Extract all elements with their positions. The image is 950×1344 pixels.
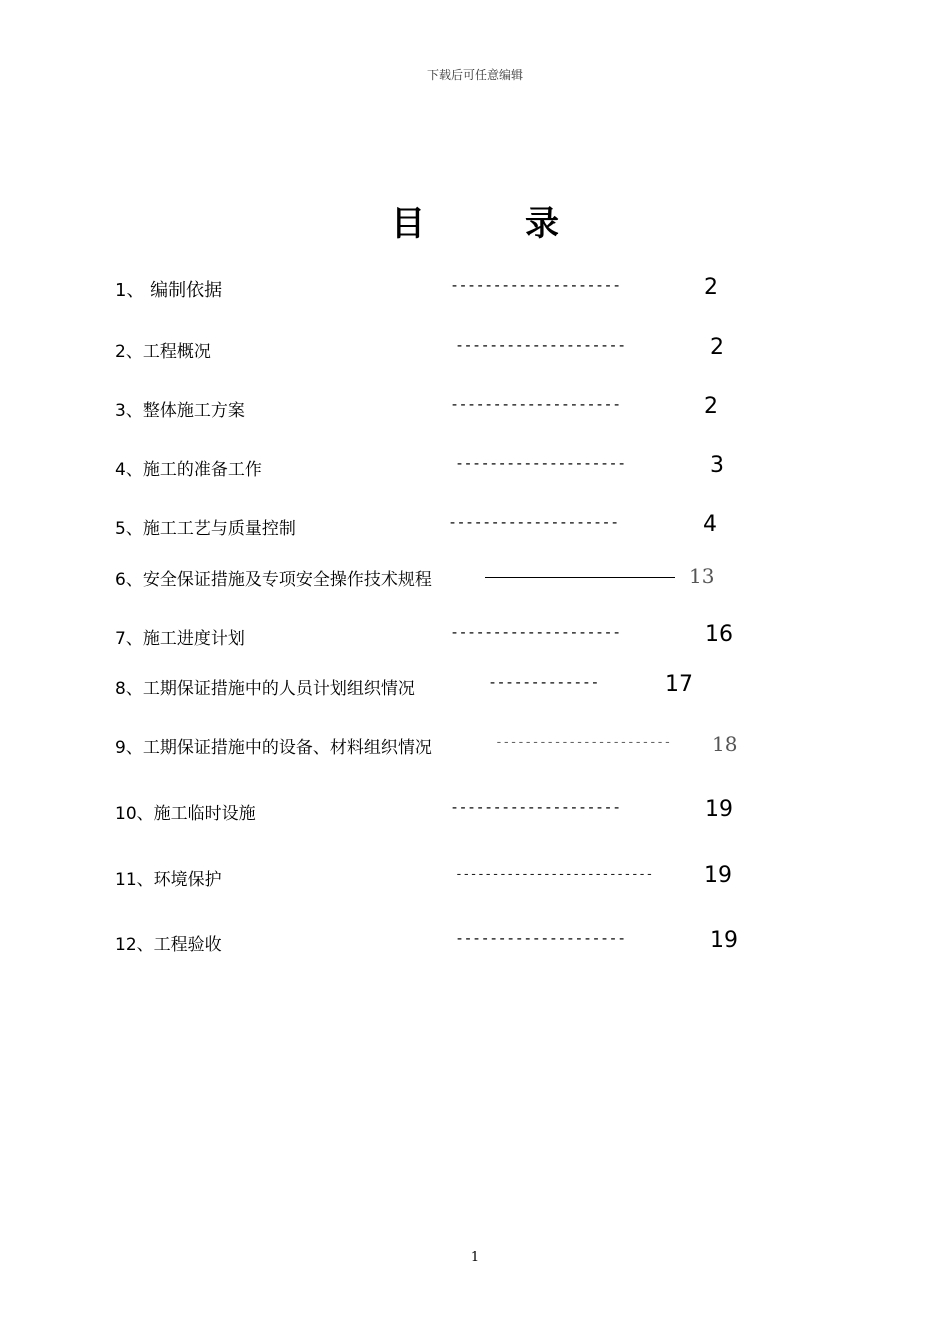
toc-entry-label: 1、 编制依据: [115, 280, 223, 301]
toc-entry-page: 16: [705, 622, 733, 647]
toc-entry-page: 13: [689, 564, 715, 588]
toc-entry-leader: --------------------: [455, 454, 626, 472]
toc-entry-leader: --------------------: [448, 513, 619, 531]
toc-entry-5[interactable]: [115, 509, 755, 539]
toc-entry-page: 19: [710, 928, 738, 953]
toc-title: [0, 196, 950, 245]
toc-entry-10[interactable]: [115, 794, 755, 824]
toc-entry-leader: --------------------: [450, 395, 621, 413]
toc-entry-label: 3、整体施工方案: [115, 401, 245, 421]
toc-entry-leader: --------------------: [450, 798, 621, 816]
toc-entry-12[interactable]: [115, 925, 755, 955]
toc-entry-9[interactable]: [115, 728, 755, 758]
toc-entry-page: 4: [703, 512, 717, 537]
toc-entry-1[interactable]: [115, 272, 755, 302]
toc-entry-label: 7、施工进度计划: [115, 629, 245, 649]
toc-title-right: 录: [525, 204, 559, 244]
header-note: 下载后可任意编辑: [426, 68, 523, 82]
toc-entry-label: 11、环境保护: [115, 870, 222, 890]
toc-entry-3[interactable]: [115, 391, 755, 421]
toc-entry-label: 4、施工的准备工作: [115, 460, 262, 480]
toc-entry-label: 8、工期保证措施中的人员计划组织情况: [115, 679, 415, 699]
toc-title-left: 目: [391, 204, 425, 244]
toc-entry-page: 17: [665, 672, 693, 697]
toc-entry-label: 2、工程概况: [115, 342, 211, 362]
toc-entry-page: 2: [704, 394, 718, 419]
toc-entry-leader: ------------------------: [495, 735, 671, 750]
toc-entry-leader: -------------: [488, 673, 599, 691]
toc-entry-11[interactable]: [115, 860, 755, 890]
toc-entry-leader: --------------------: [450, 276, 621, 294]
toc-entry-leader: --------------------: [455, 336, 626, 354]
toc-entry-page: 19: [704, 863, 732, 888]
toc-entry-page: 2: [704, 275, 718, 300]
toc-entry-page: 2: [710, 335, 724, 360]
toc-entry-label: 5、施工工艺与质量控制: [115, 519, 296, 539]
toc-entry-leader: ---------------------------: [455, 867, 653, 882]
toc-entry-label: 6、安全保证措施及专项安全操作技术规程: [115, 570, 432, 590]
toc-entry-leader: --------------------: [455, 929, 626, 947]
toc-entry-7[interactable]: [115, 619, 755, 649]
toc-entry-leader: [485, 577, 675, 578]
toc-entry-leader: --------------------: [450, 623, 621, 641]
toc-entry-2[interactable]: [115, 332, 755, 362]
page-number: 1: [470, 1250, 480, 1265]
toc-entry-6[interactable]: [115, 560, 755, 590]
toc-entry-page: 18: [712, 732, 738, 756]
toc-entry-page: 19: [705, 797, 733, 822]
toc-entry-8[interactable]: [115, 669, 755, 699]
toc-entry-4[interactable]: [115, 450, 755, 480]
toc-entry-label: 10、施工临时设施: [115, 804, 256, 824]
toc-entry-page: 3: [710, 453, 724, 478]
toc-entry-label: 9、工期保证措施中的设备、材料组织情况: [115, 738, 432, 758]
toc-entry-label: 12、工程验收: [115, 935, 222, 955]
